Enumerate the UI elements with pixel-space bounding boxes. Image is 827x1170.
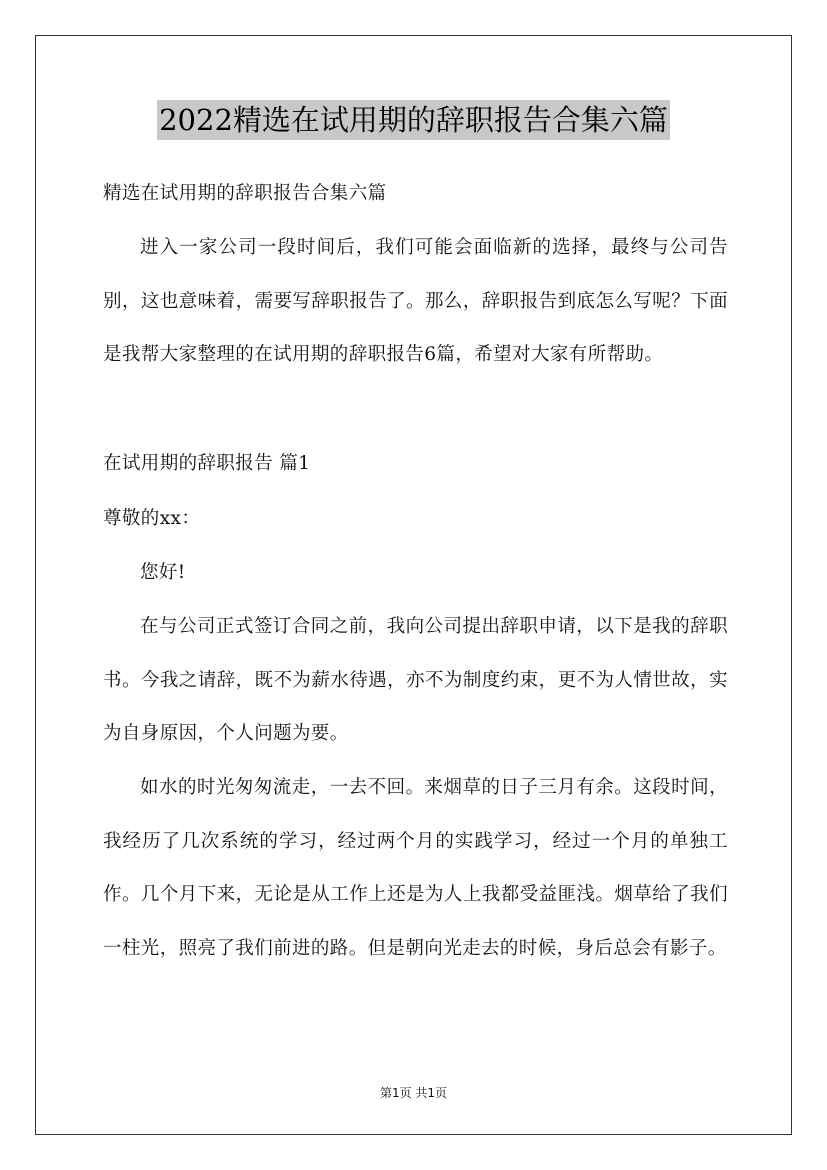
body-paragraph-1: 在与公司正式签订合同之前，我向公司提出辞职申请，以下是我的辞职书。今我之请辞，既不为薪水待遇，亦不为制度约束，更不为人情世故，实为自身原因，个人问题为要。 xyxy=(103,616,728,744)
page-footer: 第1页 共1页 xyxy=(379,1086,448,1100)
subtitle: 精选在试用期的辞职报告合集六篇 xyxy=(103,183,387,204)
salutation: 尊敬的xx： xyxy=(103,508,201,529)
greeting: 您好! xyxy=(140,562,186,583)
intro-paragraph: 进入一家公司一段时间后，我们可能会面临新的选择，最终与公司告别，这也意味着，需要写辞职报告了。那么，辞职报告到底怎么写呢？下面是我帮大家整理的在试用期的辞职报告6篇，希望对大家有所帮助。 xyxy=(103,237,728,365)
section-heading: 在试用期的辞职报告 篇1 xyxy=(103,453,311,474)
body-paragraph-2: 如水的时光匆匆流走，一去不回。来烟草的日子三月有余。这段时间，我经历了几次系统的学习，经过两个月的实践学习，经过一个月的单独工作。几个月下来，无论是从工作上还是为人上我都受益匪浅。烟草给了我们一柱光，照亮了我们前进的路。但是朝向光走去的时候，身后总会有影子。 xyxy=(103,777,728,959)
title-container xyxy=(0,100,827,140)
document-title: 2022精选在试用期的辞职报告合集六篇 xyxy=(157,100,670,140)
